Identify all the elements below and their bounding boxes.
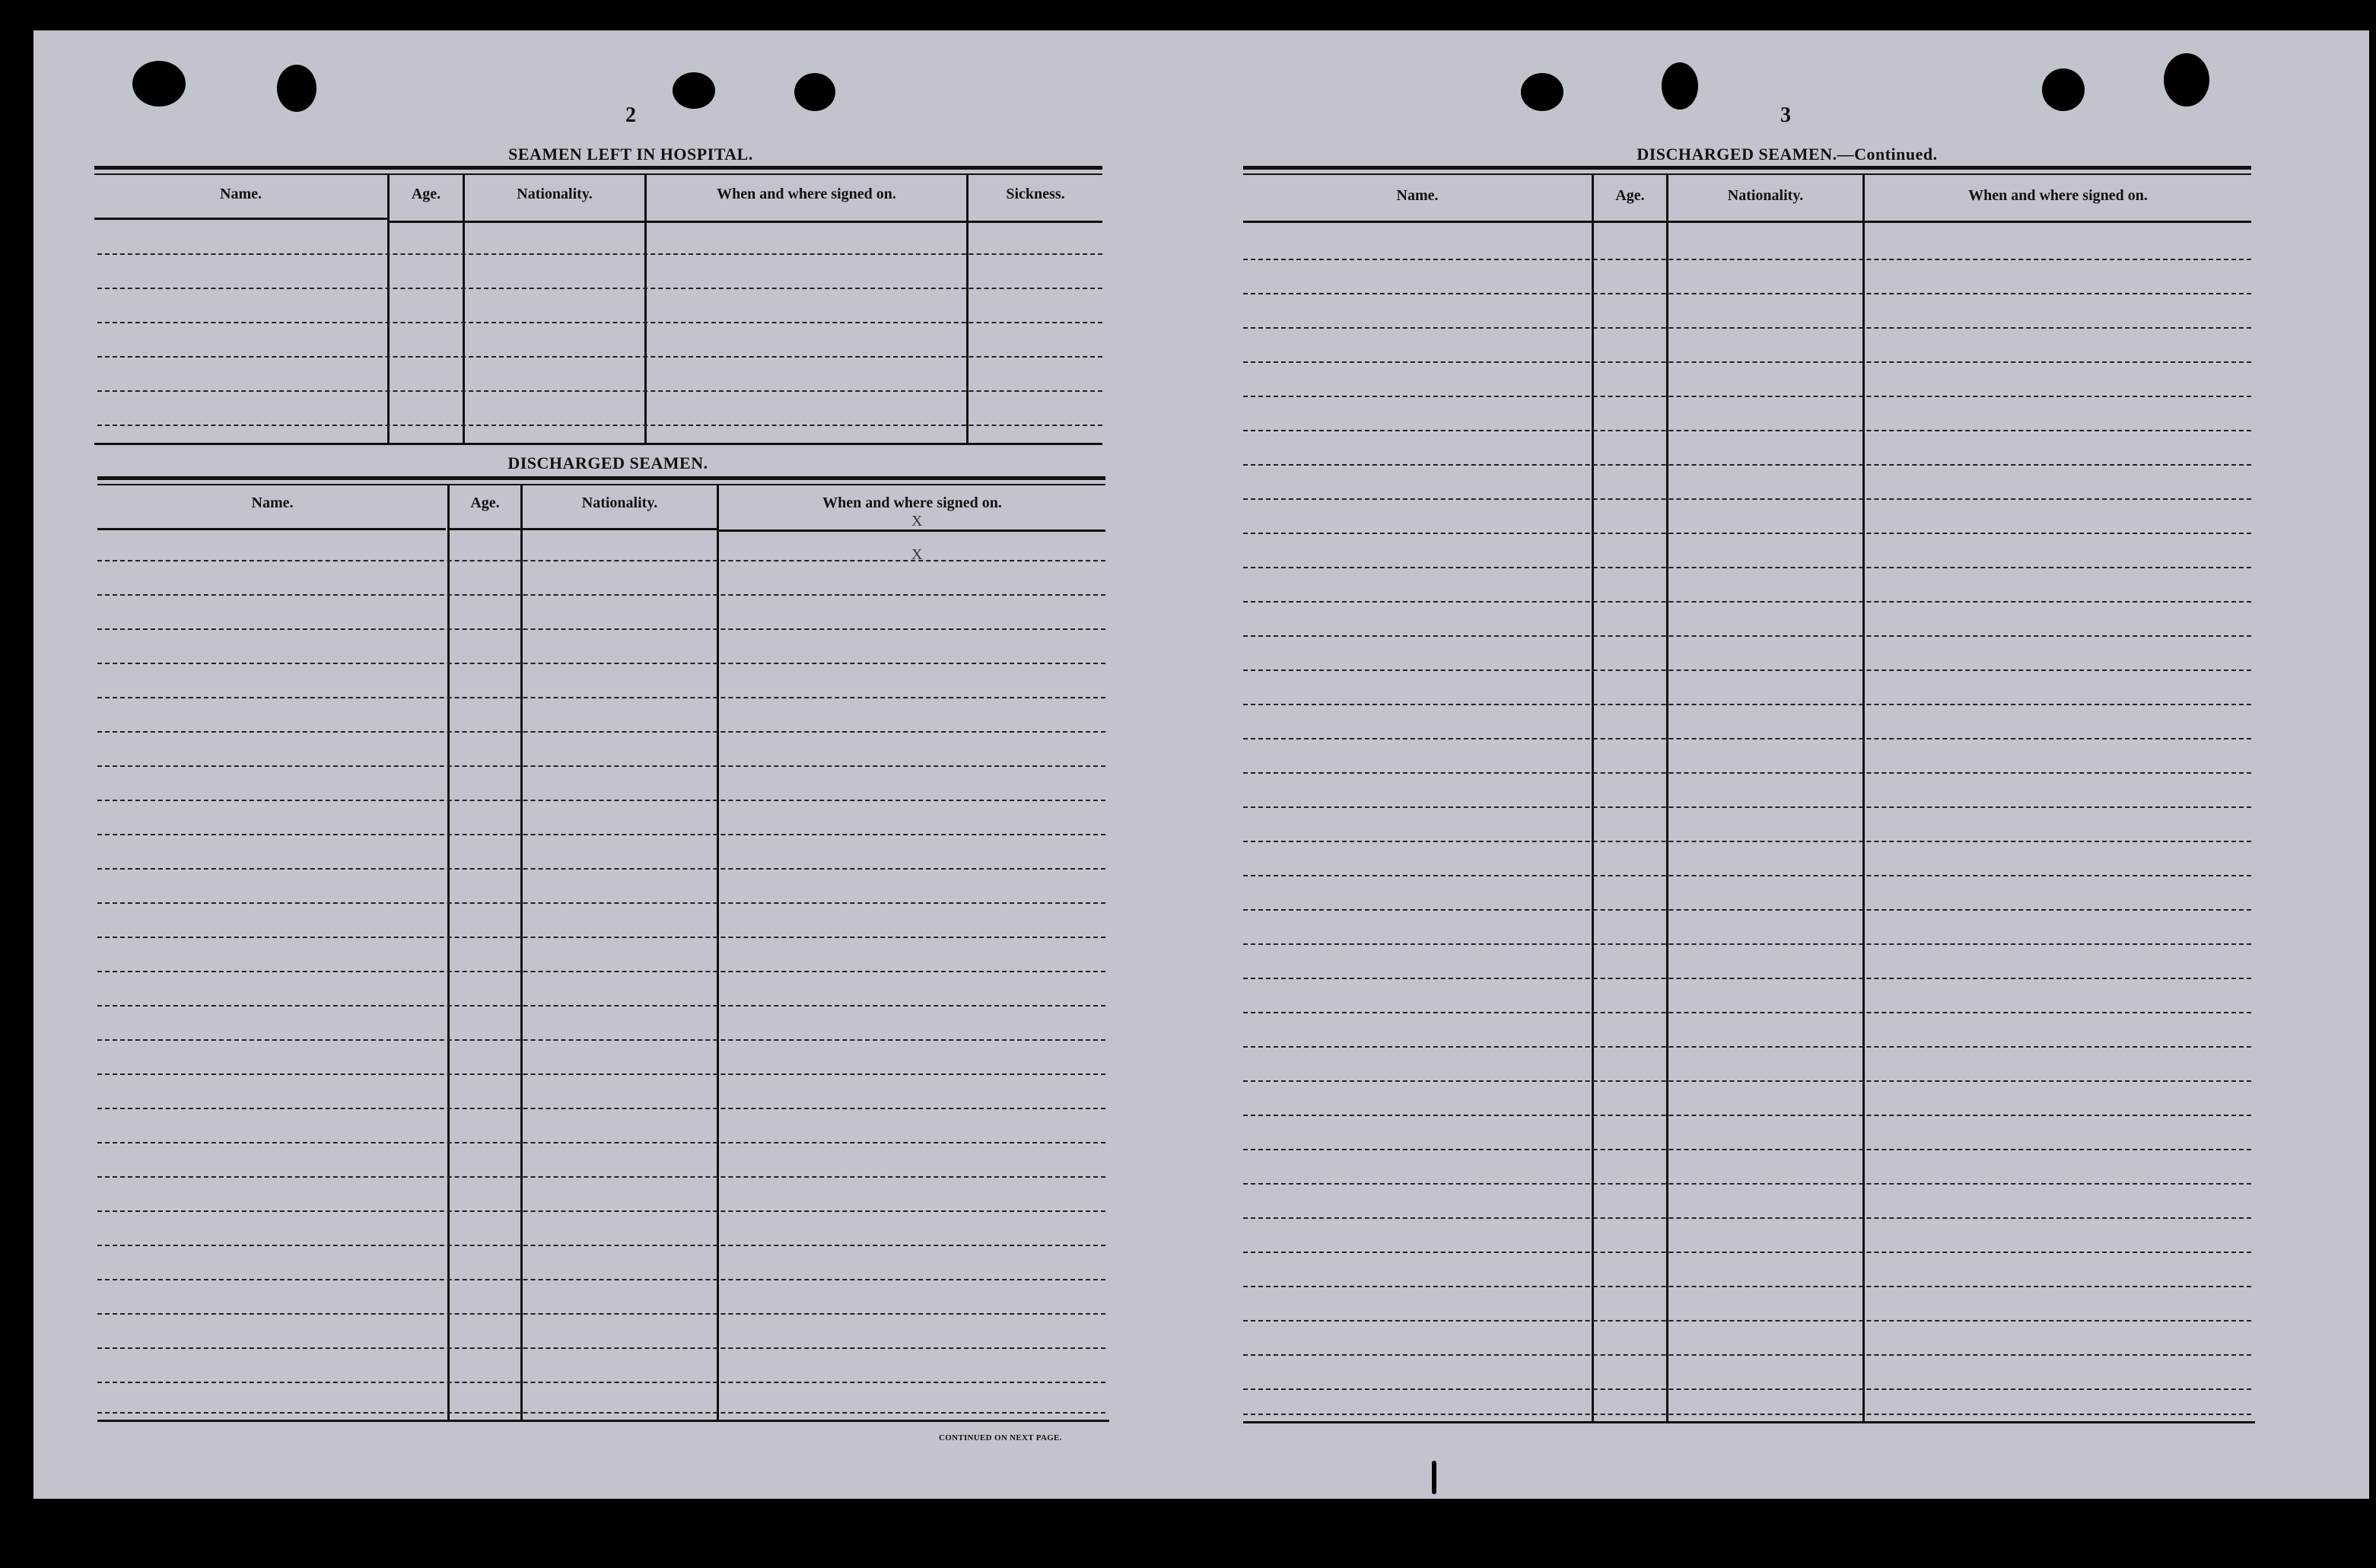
entry-line [1243,1217,2251,1219]
entry-line [1243,978,2251,979]
discharged-continued-table [1243,166,2251,1444]
entry-line [1243,1080,2251,1082]
entry-line [97,1142,1105,1143]
entry-line [97,288,1102,289]
discharged-section-title: DISCHARGED SEAMEN. [507,453,708,472]
entry-line [97,322,1102,323]
entry-line [1243,1115,2251,1116]
column-header-name: Name. [251,495,294,511]
entry-line [97,356,1102,358]
entry-line [1243,1046,2251,1048]
page-number: 2 [625,103,636,127]
column-header-name: Name. [220,186,262,202]
entry-line [97,1245,1105,1246]
entry-line [97,425,1102,426]
entry-line [97,594,1105,596]
entry-line [97,1279,1105,1280]
entry-line [1243,841,2251,842]
entry-line [97,868,1105,870]
column-header-when-where: When and where signed on. [1968,187,2148,204]
page-number: 3 [1780,103,1791,127]
entry-line [97,765,1105,767]
column-header-name: Name. [1396,187,1439,204]
entry-line [97,628,1105,630]
entry-line [97,560,1105,561]
left-page [94,68,1144,1442]
entry-line [97,1313,1105,1315]
entry-line [97,1382,1105,1383]
entry-line [1243,772,2251,774]
column-header-when-where: When and where signed on. [717,186,896,202]
entry-line [1243,464,2251,466]
entry-line [1243,670,2251,671]
entry-line [97,1210,1105,1212]
entry-line [1243,1252,2251,1253]
column-header-age: Age. [411,186,441,202]
continued-note: CONTINUED ON NEXT PAGE. [939,1433,1062,1442]
column-header-sickness: Sickness. [1006,186,1065,202]
handwritten-mark: X [911,513,923,530]
document-sheet [33,30,2369,1499]
handwritten-mark: X [911,546,923,563]
entry-line [1243,1320,2251,1322]
entry-line [97,902,1105,904]
entry-line [1243,635,2251,637]
entry-line [97,1347,1105,1349]
discharged-table [97,476,1105,1435]
entry-line [1243,1354,2251,1356]
entry-line [1243,1149,2251,1150]
entry-line [97,663,1105,664]
binding-mark [1432,1461,1436,1494]
discharged-continued-title: DISCHARGED SEAMEN.—Continued. [1636,145,1938,164]
entry-line [1243,1183,2251,1185]
entry-line [97,731,1105,733]
hospital-section-title: SEAMEN LEFT IN HOSPITAL. [508,145,753,164]
entry-line [1243,327,2251,329]
entry-line [1243,943,2251,945]
entry-line [1243,361,2251,363]
entry-line [1243,738,2251,739]
entry-line [97,800,1105,801]
entry-line [1243,259,2251,260]
entry-line [1243,806,2251,808]
entry-line [1243,909,2251,911]
column-header-age: Age. [470,495,500,511]
entry-line [97,1412,1105,1414]
column-header-age: Age. [1615,187,1645,204]
entry-line [97,834,1105,835]
entry-line [1243,1012,2251,1013]
hospital-table [94,166,1102,447]
entry-line [1243,533,2251,534]
column-header-when-where: When and where signed on. [822,495,1002,511]
entry-line [97,253,1102,255]
column-header-nationality: Nationality. [581,495,658,511]
entry-line [97,937,1105,938]
right-page [1243,68,2293,1430]
entry-line [1243,430,2251,431]
entry-line [97,390,1102,392]
entry-line [1243,1388,2251,1390]
entry-line [1243,293,2251,294]
entry-line [97,1176,1105,1178]
entry-line [1243,567,2251,568]
entry-line [1243,396,2251,397]
entry-line [97,1073,1105,1075]
column-header-nationality: Nationality. [517,186,593,202]
entry-line [97,971,1105,972]
entry-line [97,1005,1105,1007]
entry-line [97,1108,1105,1109]
entry-line [1243,1286,2251,1287]
entry-line [1243,875,2251,876]
entry-line [1243,1414,2251,1415]
entry-line [1243,601,2251,603]
entry-line [97,1039,1105,1041]
column-header-nationality: Nationality. [1727,187,1804,204]
entry-line [97,697,1105,698]
entry-line [1243,704,2251,705]
entry-line [1243,498,2251,500]
